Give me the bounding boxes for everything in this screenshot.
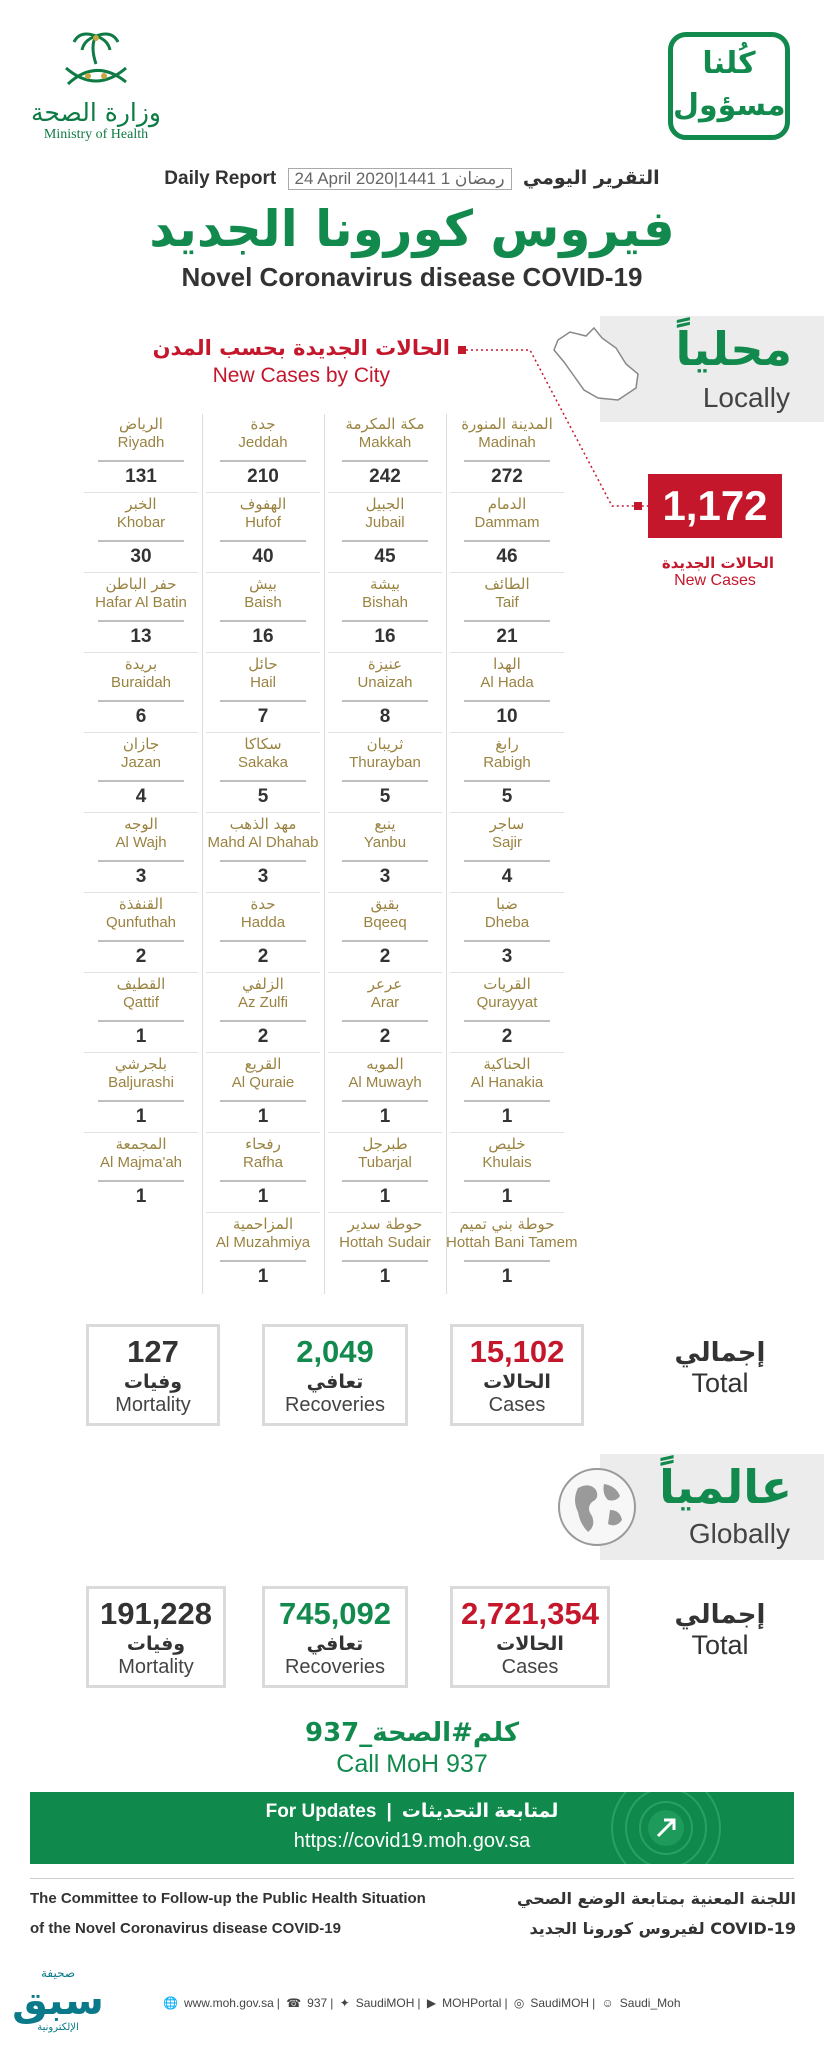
city-name-en: Unaizah — [357, 674, 413, 691]
leader-dot — [458, 346, 466, 354]
city-name-en: Al Hanakia — [470, 1074, 544, 1091]
grid-row-divider — [328, 972, 442, 973]
grid-row-divider — [206, 812, 320, 813]
city-name-ar: المزاحمية — [232, 1215, 294, 1233]
city-name-ar: عنيزة — [367, 655, 403, 673]
city-name-en: Hufof — [245, 514, 281, 531]
grid-row-divider — [450, 572, 564, 573]
call-hashtag-ar: كلم#الصحة_937 — [305, 1718, 519, 1748]
social-phone[interactable]: 937 — [307, 1996, 328, 2010]
city-name-en: Jubail — [365, 514, 405, 531]
city-name-en: Hadda — [240, 914, 286, 931]
city-name-ar: بيش — [249, 575, 277, 593]
city-cell — [446, 1214, 578, 1294]
grid-row-divider — [450, 732, 564, 733]
sabq-logo-text: سبق — [12, 1978, 104, 2024]
city-cell — [324, 574, 446, 654]
youtube-icon: ▶ — [426, 1996, 437, 2010]
city-case-count: 3 — [464, 940, 550, 968]
city-cell — [324, 814, 446, 894]
city-name-ar: حفر الباطن — [105, 575, 177, 593]
moh-logo — [26, 28, 166, 143]
daily-report-line — [140, 167, 684, 195]
locally-label-en: Locally — [702, 382, 790, 413]
city-name-en: Hottah Sudair — [339, 1234, 431, 1251]
grid-row-divider — [206, 892, 320, 893]
grid-row-divider — [84, 652, 198, 653]
committee-ar-line1: اللجنة المعنية بمتابعة الوضع الصحي — [517, 1889, 796, 1908]
new-cases-by-city-en: New Cases by City — [212, 364, 390, 387]
city-name-ar: القطيف — [116, 975, 166, 993]
city-name-ar: الزلفي — [242, 975, 284, 993]
city-cell — [446, 494, 568, 574]
grid-row-divider — [450, 972, 564, 973]
city-name-en: Baljurashi — [108, 1074, 174, 1091]
city-cell — [202, 814, 324, 894]
city-case-count: 272 — [464, 460, 550, 488]
city-case-count: 7 — [220, 700, 306, 728]
city-name-en: Rabigh — [483, 754, 531, 771]
city-name-ar: الجبيل — [365, 495, 405, 513]
city-name-ar: ينبع — [374, 815, 396, 833]
grid-row-divider — [84, 1132, 198, 1133]
city-cell — [80, 414, 202, 494]
grid-row-divider — [206, 572, 320, 573]
city-case-count: 5 — [464, 780, 550, 808]
report-date: 24 April 2020|1441 1 رمضان — [288, 168, 512, 190]
snapchat-icon: ☺ — [601, 1996, 614, 2010]
grid-row-divider — [450, 1052, 564, 1053]
grid-row-divider — [84, 1052, 198, 1053]
instagram-icon: ◎ — [513, 1996, 525, 2010]
city-name-en: Qattif — [123, 994, 159, 1011]
city-cell — [202, 894, 324, 974]
grid-row-divider — [206, 652, 320, 653]
updates-separator: | — [386, 1801, 392, 1822]
city-name-en: Qunfuthah — [105, 914, 177, 931]
city-cell — [446, 574, 568, 654]
globally-label-en: Globally — [688, 1518, 790, 1549]
city-name-ar: بقيق — [370, 895, 400, 913]
city-name-ar: الوجه — [124, 815, 158, 833]
city-case-count: 1 — [464, 1260, 550, 1288]
global-total-label-ar: إجمالي — [674, 1600, 766, 1630]
city-case-count: 2 — [342, 940, 428, 968]
city-name-en: Bishah — [362, 594, 408, 611]
city-cell — [80, 1134, 202, 1214]
city-case-count: 5 — [342, 780, 428, 808]
city-name-ar: المدينة المنورة — [461, 415, 553, 433]
city-name-en: Makkah — [358, 434, 412, 451]
grid-row-divider — [450, 1212, 564, 1213]
social-instagram[interactable]: SaudiMOH — [530, 1996, 590, 2010]
city-cell — [202, 1214, 324, 1294]
city-case-count: 1 — [464, 1180, 550, 1208]
local-total-label-en: Total — [691, 1368, 749, 1398]
local-total-label-ar: إجمالي — [674, 1338, 766, 1368]
city-cell — [80, 974, 202, 1054]
city-name-ar: ساجر — [489, 815, 525, 833]
social-twitter[interactable]: SaudiMOH — [355, 1996, 415, 2010]
grid-row-divider — [450, 492, 564, 493]
city-name-en: Dheba — [484, 914, 530, 931]
page-title-ar: فيروس كورونا الجديد — [149, 200, 675, 258]
city-case-count: 45 — [342, 540, 428, 568]
city-case-count: 21 — [464, 620, 550, 648]
global-mortality-box — [86, 1586, 226, 1688]
local-mortality-value: 127 — [127, 1334, 179, 1369]
city-name-ar: رفحاء — [245, 1135, 281, 1153]
city-case-count: 1 — [98, 1020, 184, 1048]
city-case-count: 131 — [98, 460, 184, 488]
city-cell — [324, 1134, 446, 1214]
new-cases-count: 1,172 — [648, 474, 782, 538]
locally-label-ar: محلياً — [675, 322, 792, 376]
city-name-ar: مهد الذهب — [229, 815, 297, 833]
city-name-en: Hail — [250, 674, 276, 691]
city-name-en: Jazan — [120, 754, 162, 771]
global-cases-label-ar: الحالات — [496, 1633, 564, 1655]
grid-row-divider — [328, 1052, 442, 1053]
local-cases-label-ar: الحالات — [483, 1371, 551, 1393]
city-case-count: 2 — [98, 940, 184, 968]
local-recoveries-box — [262, 1324, 408, 1426]
city-name-ar: الرياض — [119, 415, 163, 433]
city-name-en: Bqeeq — [363, 914, 407, 931]
city-name-ar: الهفوف — [239, 495, 287, 513]
grid-row-divider — [84, 492, 198, 493]
city-name-en: Baish — [244, 594, 282, 611]
city-case-count: 3 — [98, 860, 184, 888]
new-cases-label-ar: الحالات الجديدة — [661, 554, 774, 572]
social-website[interactable]: www.moh.gov.sa — [183, 1996, 274, 2010]
city-name-en: Al Quraie — [231, 1074, 295, 1091]
globally-label-ar: عالمياً — [659, 1460, 792, 1514]
city-cell — [324, 894, 446, 974]
grid-row-divider — [84, 572, 198, 573]
city-cell — [202, 734, 324, 814]
social-snapchat[interactable]: Saudi_Moh — [619, 1996, 681, 2010]
call-moh-en: Call MoH 937 — [336, 1750, 488, 1778]
updates-heading — [30, 1800, 794, 1823]
city-case-count: 46 — [464, 540, 550, 568]
city-cell — [446, 1134, 568, 1214]
grid-row-divider — [206, 732, 320, 733]
city-case-count: 16 — [220, 620, 306, 648]
grid-row-divider — [84, 812, 198, 813]
committee-en-line1: The Committee to Follow-up the Public Health Situation — [30, 1890, 426, 1907]
city-name-en: Az Zulfi — [237, 994, 288, 1011]
grid-row-divider — [328, 1212, 442, 1213]
grid-row-divider — [328, 572, 442, 573]
grid-row-divider — [84, 732, 198, 733]
city-case-count: 1 — [464, 1100, 550, 1128]
grid-row-divider — [450, 1132, 564, 1133]
city-name-ar: الحناكية — [483, 1055, 531, 1073]
city-name-ar: عرعر — [367, 975, 403, 993]
city-case-count: 1 — [98, 1180, 184, 1208]
city-name-ar: القريات — [483, 975, 531, 993]
city-cell — [202, 414, 324, 494]
city-name-en: Thurayban — [349, 754, 421, 771]
daily-report-en: Daily Report — [164, 168, 277, 189]
city-cell — [324, 414, 446, 494]
city-case-count: 1 — [342, 1100, 428, 1128]
global-recoveries-label-en: Recoveries — [284, 1656, 386, 1678]
grid-row-divider — [328, 812, 442, 813]
global-recoveries-box — [262, 1586, 408, 1688]
city-name-en: Al Wajh — [115, 834, 167, 851]
city-cell — [446, 814, 568, 894]
city-name-ar: مكة المكرمة — [345, 415, 425, 433]
city-cell — [446, 1054, 568, 1134]
city-cell — [324, 1214, 446, 1294]
city-name-en: Al Hada — [480, 674, 534, 691]
city-cell — [446, 654, 568, 734]
global-cases-box — [450, 1586, 610, 1688]
city-cell — [324, 494, 446, 574]
grid-row-divider — [206, 1052, 320, 1053]
local-mortality-box — [86, 1324, 220, 1426]
city-name-ar: بلجرشي — [114, 1055, 168, 1073]
city-name-en: Sakaka — [237, 754, 289, 771]
global-mortality-label-en: Mortality — [118, 1656, 194, 1678]
city-name-ar: رابغ — [495, 735, 519, 753]
city-name-en: Buraidah — [110, 674, 172, 691]
city-name-en: Riyadh — [117, 434, 165, 451]
grid-row-divider — [328, 892, 442, 893]
local-cases-value: 15,102 — [469, 1334, 565, 1369]
city-case-count: 13 — [98, 620, 184, 648]
city-case-count: 1 — [342, 1260, 428, 1288]
grid-row-divider — [450, 892, 564, 893]
city-cell — [324, 974, 446, 1054]
grid-row-divider — [328, 652, 442, 653]
city-cell — [80, 734, 202, 814]
city-case-count: 1 — [220, 1100, 306, 1128]
city-name-en: Madinah — [478, 434, 536, 451]
grid-row-divider — [328, 492, 442, 493]
city-cell — [80, 1054, 202, 1134]
city-name-en: Al Majma'ah — [99, 1154, 183, 1171]
city-cell — [446, 894, 568, 974]
city-name-en: Sajir — [491, 834, 522, 851]
local-mortality-label-en: Mortality — [115, 1394, 191, 1416]
committee-en — [30, 1884, 450, 1944]
committee-ar-line2: لفيروس كورونا الجديد COVID-19 — [529, 1919, 796, 1938]
city-name-en: Taif — [495, 594, 519, 611]
city-name-ar: الهدا — [493, 655, 521, 673]
local-mortality-label-ar: وفيات — [123, 1371, 183, 1393]
grid-row-divider — [450, 812, 564, 813]
city-name-ar: المويه — [366, 1055, 404, 1073]
social-youtube[interactable]: MOHPortal — [442, 1996, 502, 2010]
updates-url-link[interactable]: https://covid19.moh.gov.sa — [293, 1830, 531, 1852]
city-case-count: 1 — [342, 1180, 428, 1208]
global-recoveries-value: 745,092 — [278, 1596, 392, 1631]
city-case-count: 30 — [98, 540, 184, 568]
grid-row-divider — [328, 1132, 442, 1133]
city-name-en: Arar — [370, 994, 400, 1011]
local-recoveries-value: 2,049 — [296, 1334, 374, 1369]
new-cases-label-en: New Cases — [674, 572, 756, 589]
grid-row-divider — [206, 972, 320, 973]
city-name-ar: طبرجل — [362, 1135, 408, 1153]
city-name-en: Jeddah — [238, 434, 288, 451]
moh-name-en: Ministry of Health — [43, 127, 149, 142]
city-case-count: 4 — [464, 860, 550, 888]
city-case-count: 4 — [98, 780, 184, 808]
global-mortality-label-ar: وفيات — [126, 1633, 186, 1655]
city-name-ar: سكاكا — [244, 735, 282, 753]
city-name-ar: الدمام — [487, 495, 527, 513]
city-case-count: 242 — [342, 460, 428, 488]
city-name-ar: الخبر — [125, 495, 157, 513]
city-name-en: Qurayyat — [476, 994, 538, 1011]
city-cell — [202, 574, 324, 654]
city-case-count: 210 — [220, 460, 306, 488]
city-cell — [446, 974, 568, 1054]
city-case-count: 1 — [220, 1260, 306, 1288]
local-recoveries-label-en: Recoveries — [284, 1394, 386, 1416]
global-cases-label-en: Cases — [501, 1656, 559, 1678]
city-case-count: 8 — [342, 700, 428, 728]
page-title-en: Novel Coronavirus disease COVID-19 — [181, 262, 643, 292]
city-case-count: 1 — [220, 1180, 306, 1208]
sabq-bottom: الإلكترونية — [37, 2022, 79, 2033]
grid-row-divider — [206, 1212, 320, 1213]
kolna-text-2: مسؤول — [673, 88, 786, 123]
city-name-ar: جدة — [250, 415, 276, 433]
city-name-ar: القريع — [244, 1055, 282, 1073]
global-recoveries-label-ar: تعافي — [306, 1633, 364, 1655]
city-name-en: Yanbu — [363, 834, 407, 851]
city-case-count: 2 — [342, 1020, 428, 1048]
city-cell — [446, 734, 568, 814]
global-total-label-en: Total — [691, 1630, 749, 1660]
grid-row-divider — [328, 732, 442, 733]
grid-row-divider — [450, 652, 564, 653]
city-case-count: 2 — [464, 1020, 550, 1048]
city-cell — [324, 654, 446, 734]
city-cell — [202, 1054, 324, 1134]
city-name-ar: الطائف — [484, 575, 530, 593]
updates-en: For Updates — [265, 1801, 377, 1822]
city-name-en: Hafar Al Batin — [95, 594, 187, 611]
daily-report-ar: التقرير اليومي — [522, 167, 660, 189]
city-case-count: 3 — [342, 860, 428, 888]
city-case-count: 5 — [220, 780, 306, 808]
city-name-ar: حدة — [250, 895, 276, 913]
social-links: 🌐 www.moh.gov.sa | ☎ 937 | ✦ SaudiMOH | ▶ MOHPortal | ◎ SaudiMOH | ☺ Saudi_Moh — [163, 1996, 681, 2010]
global-mortality-value: 191,228 — [99, 1596, 213, 1631]
city-name-ar: القنفذة — [118, 895, 164, 913]
grid-row-divider — [206, 492, 320, 493]
moh-name-ar: وزارة الصحة — [31, 98, 161, 127]
grid-row-divider — [84, 972, 198, 973]
new-cases-by-city-ar: الحالات الجديدة بحسب المدن — [152, 336, 450, 360]
city-cell — [80, 814, 202, 894]
city-cell — [446, 414, 568, 494]
city-name-en: Hottah Bani Tamem — [446, 1234, 578, 1251]
palm-swords-icon — [46, 28, 146, 94]
city-cell — [80, 574, 202, 654]
city-cell — [80, 894, 202, 974]
city-name-en: Al Muwayh — [348, 1074, 422, 1091]
city-name-ar: جازان — [122, 735, 160, 753]
local-recoveries-label-ar: تعافي — [306, 1371, 364, 1393]
city-cell — [202, 1134, 324, 1214]
city-case-count: 10 — [464, 700, 550, 728]
city-name-en: Rafha — [242, 1154, 284, 1171]
city-name-ar: حائل — [248, 655, 278, 673]
grid-row-divider — [84, 892, 198, 893]
city-name-ar: خليص — [488, 1135, 526, 1153]
committee-en-line2: of the Novel Coronavirus disease COVID-19 — [30, 1920, 341, 1937]
global-total-label — [660, 1600, 780, 1661]
city-case-count: 40 — [220, 540, 306, 568]
twitter-icon: ✦ — [339, 1996, 350, 2010]
city-case-count: 3 — [220, 860, 306, 888]
global-cases-value: 2,721,354 — [461, 1596, 599, 1631]
city-name-ar: بيشة — [369, 575, 401, 593]
city-case-count: 16 — [342, 620, 428, 648]
city-cell — [202, 494, 324, 574]
phone-icon: ☎ — [286, 1996, 302, 2010]
city-name-en: Al Muzahmiya — [215, 1234, 311, 1251]
city-name-en: Dammam — [474, 514, 540, 531]
updates-ar: لمتابعة التحديثات — [401, 1801, 559, 1822]
web-icon: 🌐 — [163, 1996, 178, 2010]
city-cell — [324, 734, 446, 814]
grid-row-divider — [206, 1132, 320, 1133]
kolna-text-1: كُلنا — [702, 46, 756, 81]
local-total-label — [660, 1338, 780, 1399]
city-cell — [202, 974, 324, 1054]
city-cell — [202, 654, 324, 734]
kolna-masool-logo — [668, 32, 790, 140]
city-name-ar: حوطة بني تميم — [459, 1215, 555, 1233]
city-name-en: Khulais — [482, 1154, 532, 1171]
sabq-top: صحيفة — [40, 1966, 76, 1980]
city-case-count: 2 — [220, 940, 306, 968]
city-name-ar: ضبا — [496, 895, 518, 913]
city-name-ar: المجمعة — [115, 1135, 167, 1153]
local-cases-label-en: Cases — [488, 1394, 546, 1416]
city-cell — [80, 494, 202, 574]
city-case-count: 2 — [220, 1020, 306, 1048]
city-name-en: Mahd Al Dhahab — [207, 834, 319, 851]
city-name-en: Khobar — [116, 514, 166, 531]
city-name-en: Tubarjal — [358, 1154, 412, 1171]
city-case-count: 6 — [98, 700, 184, 728]
city-cell — [80, 654, 202, 734]
footer-divider — [30, 1878, 794, 1879]
local-cases-box — [450, 1324, 584, 1426]
sabq-watermark — [8, 1966, 108, 2042]
committee-ar — [440, 1884, 796, 1944]
city-case-count: 1 — [98, 1100, 184, 1128]
city-name-ar: ثريبان — [366, 735, 404, 753]
city-cell — [324, 1054, 446, 1134]
city-name-ar: حوطة سدير — [347, 1215, 423, 1233]
city-name-ar: بريدة — [124, 655, 158, 673]
